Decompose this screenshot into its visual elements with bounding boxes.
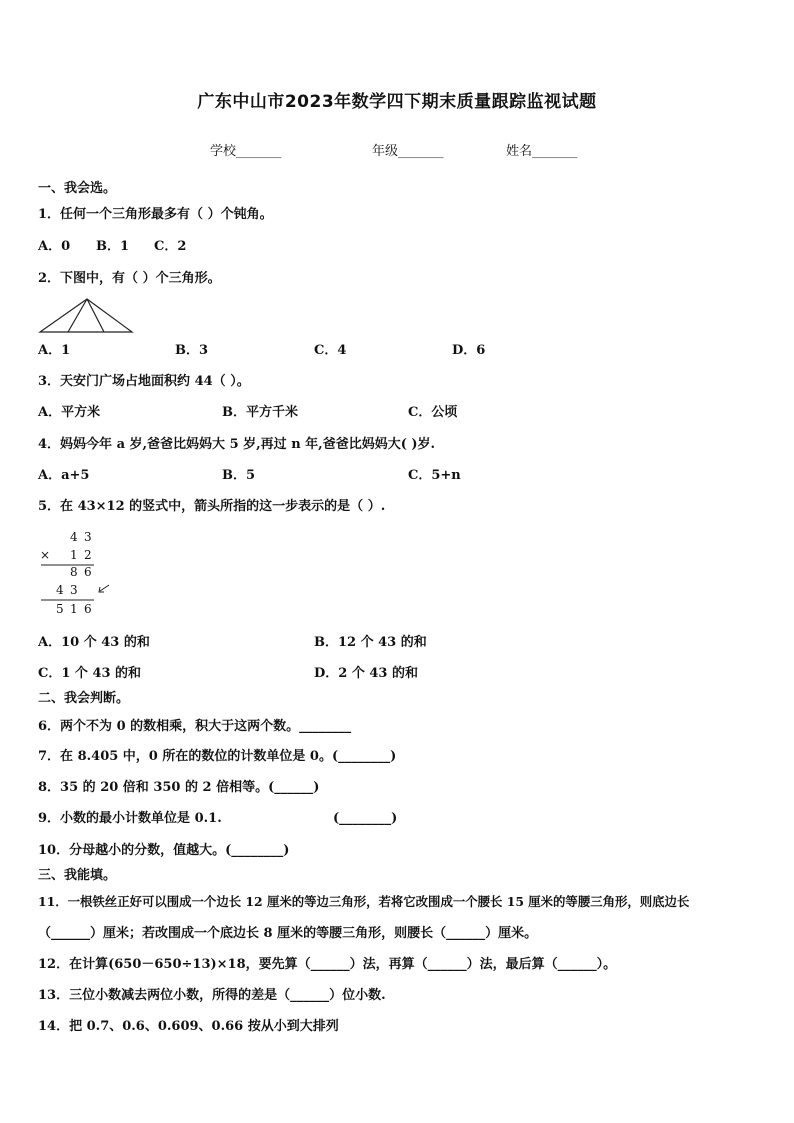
question-11: 11．一根铁丝正好可以围成一个边长 12 厘米的等边三角形，若将它改围成一个腰长 15 厘米的等腰三角形，则底边长	[38, 894, 690, 909]
q3-option-b[interactable]: B．平方千米	[222, 405, 298, 420]
q2-option-a[interactable]: A．1	[38, 343, 71, 358]
q5-option-b[interactable]: B．12 个 43 的和	[314, 635, 427, 650]
school-field[interactable]: 学校_______	[210, 144, 282, 159]
calc-digit: 5	[56, 602, 64, 616]
q3-option-c[interactable]: C．公顷	[408, 405, 458, 420]
calc-digit: 6	[84, 602, 92, 616]
calc-digit: 4	[56, 583, 64, 597]
q4-option-a[interactable]: A．a+5	[38, 468, 90, 483]
calc-digit: 8	[70, 565, 78, 579]
q2-option-d[interactable]: D．6	[452, 343, 486, 358]
calc-digit: 4	[70, 530, 78, 544]
q5-option-c[interactable]: C．1 个 43 的和	[38, 666, 142, 681]
question-4: 4．妈妈今年 a 岁,爸爸比妈妈大 5 岁,再过 n 年,爸爸比妈妈大( )岁.	[38, 437, 436, 452]
q2-option-b[interactable]: B．3	[175, 343, 209, 358]
question-3: 3．天安门广场占地面积约 44（ ）。	[38, 374, 250, 389]
q4-option-c[interactable]: C．5+n	[408, 468, 461, 483]
question-7: 7．在 8.405 中，0 所在的数位的计数单位是 0。(________)	[38, 749, 397, 764]
question-9: 9．小数的最小计数单位是 0.1.	[38, 811, 222, 826]
question-5: 5．在 43×12 的竖式中，箭头所指的这一步表示的是（ ）.	[38, 499, 386, 514]
calc-digit: 1	[70, 602, 78, 616]
section-heading: 三、我能填。	[38, 868, 117, 883]
q9-answer-blank[interactable]: (________)	[333, 811, 398, 826]
times-sign: ×	[40, 548, 51, 562]
calc-digit: 3	[84, 530, 92, 544]
name-field[interactable]: 姓名_______	[506, 144, 578, 159]
question-1: 1．任何一个三角形最多有（ ）个钝角。	[38, 207, 273, 222]
section-heading: 一、我会选。	[38, 181, 117, 196]
section-heading: 二、我会判断。	[38, 691, 130, 706]
question-12: 12．在计算(650－650÷13)×18，要先算（______）法，再算（______）法，最后算（______）。	[38, 957, 617, 972]
q1-option-a[interactable]: A．0	[38, 239, 71, 254]
question-2: 2．下图中，有（ ）个三角形。	[38, 271, 221, 286]
calc-digit: 1	[70, 548, 78, 562]
q3-option-a[interactable]: A．平方米	[38, 405, 101, 420]
calc-lines	[38, 530, 118, 620]
q4-option-b[interactable]: B．5	[222, 468, 256, 483]
calc-digit: 2	[84, 548, 92, 562]
triangle-figure	[38, 296, 134, 336]
question-14: 14．把 0.7、0.6、0.609、0.66 按从小到大排列	[38, 1019, 339, 1034]
arrow-icon	[100, 585, 109, 591]
q5-option-d[interactable]: D．2 个 43 的和	[314, 666, 418, 681]
q1-option-b[interactable]: B．1	[96, 239, 130, 254]
q5-option-a[interactable]: A．10 个 43 的和	[38, 635, 150, 650]
q2-option-c[interactable]: C．4	[314, 343, 347, 358]
question-6: 6．两个不为 0 的数相乘，积大于这两个数。________	[38, 719, 352, 734]
q1-option-c[interactable]: C．2	[154, 239, 187, 254]
calc-digit: 3	[70, 583, 78, 597]
page-title: 广东中山市2023年数学四下期末质量跟踪监视试题	[197, 92, 597, 112]
vertical-multiplication	[38, 530, 118, 620]
question-8: 8．35 的 20 倍和 350 的 2 倍相等。(______)	[38, 780, 320, 795]
question-13: 13．三位小数减去两位小数，所得的差是（______）位小数.	[38, 988, 386, 1003]
question-10: 10．分母越小的分数，值越大。(________)	[38, 843, 290, 858]
grade-field[interactable]: 年级_______	[372, 144, 444, 159]
question-11-continued: （______）厘米；若改围成一个底边长 8 厘米的等腰三角形，则腰长（______）厘米。	[38, 926, 538, 941]
calc-digit: 6	[84, 565, 92, 579]
